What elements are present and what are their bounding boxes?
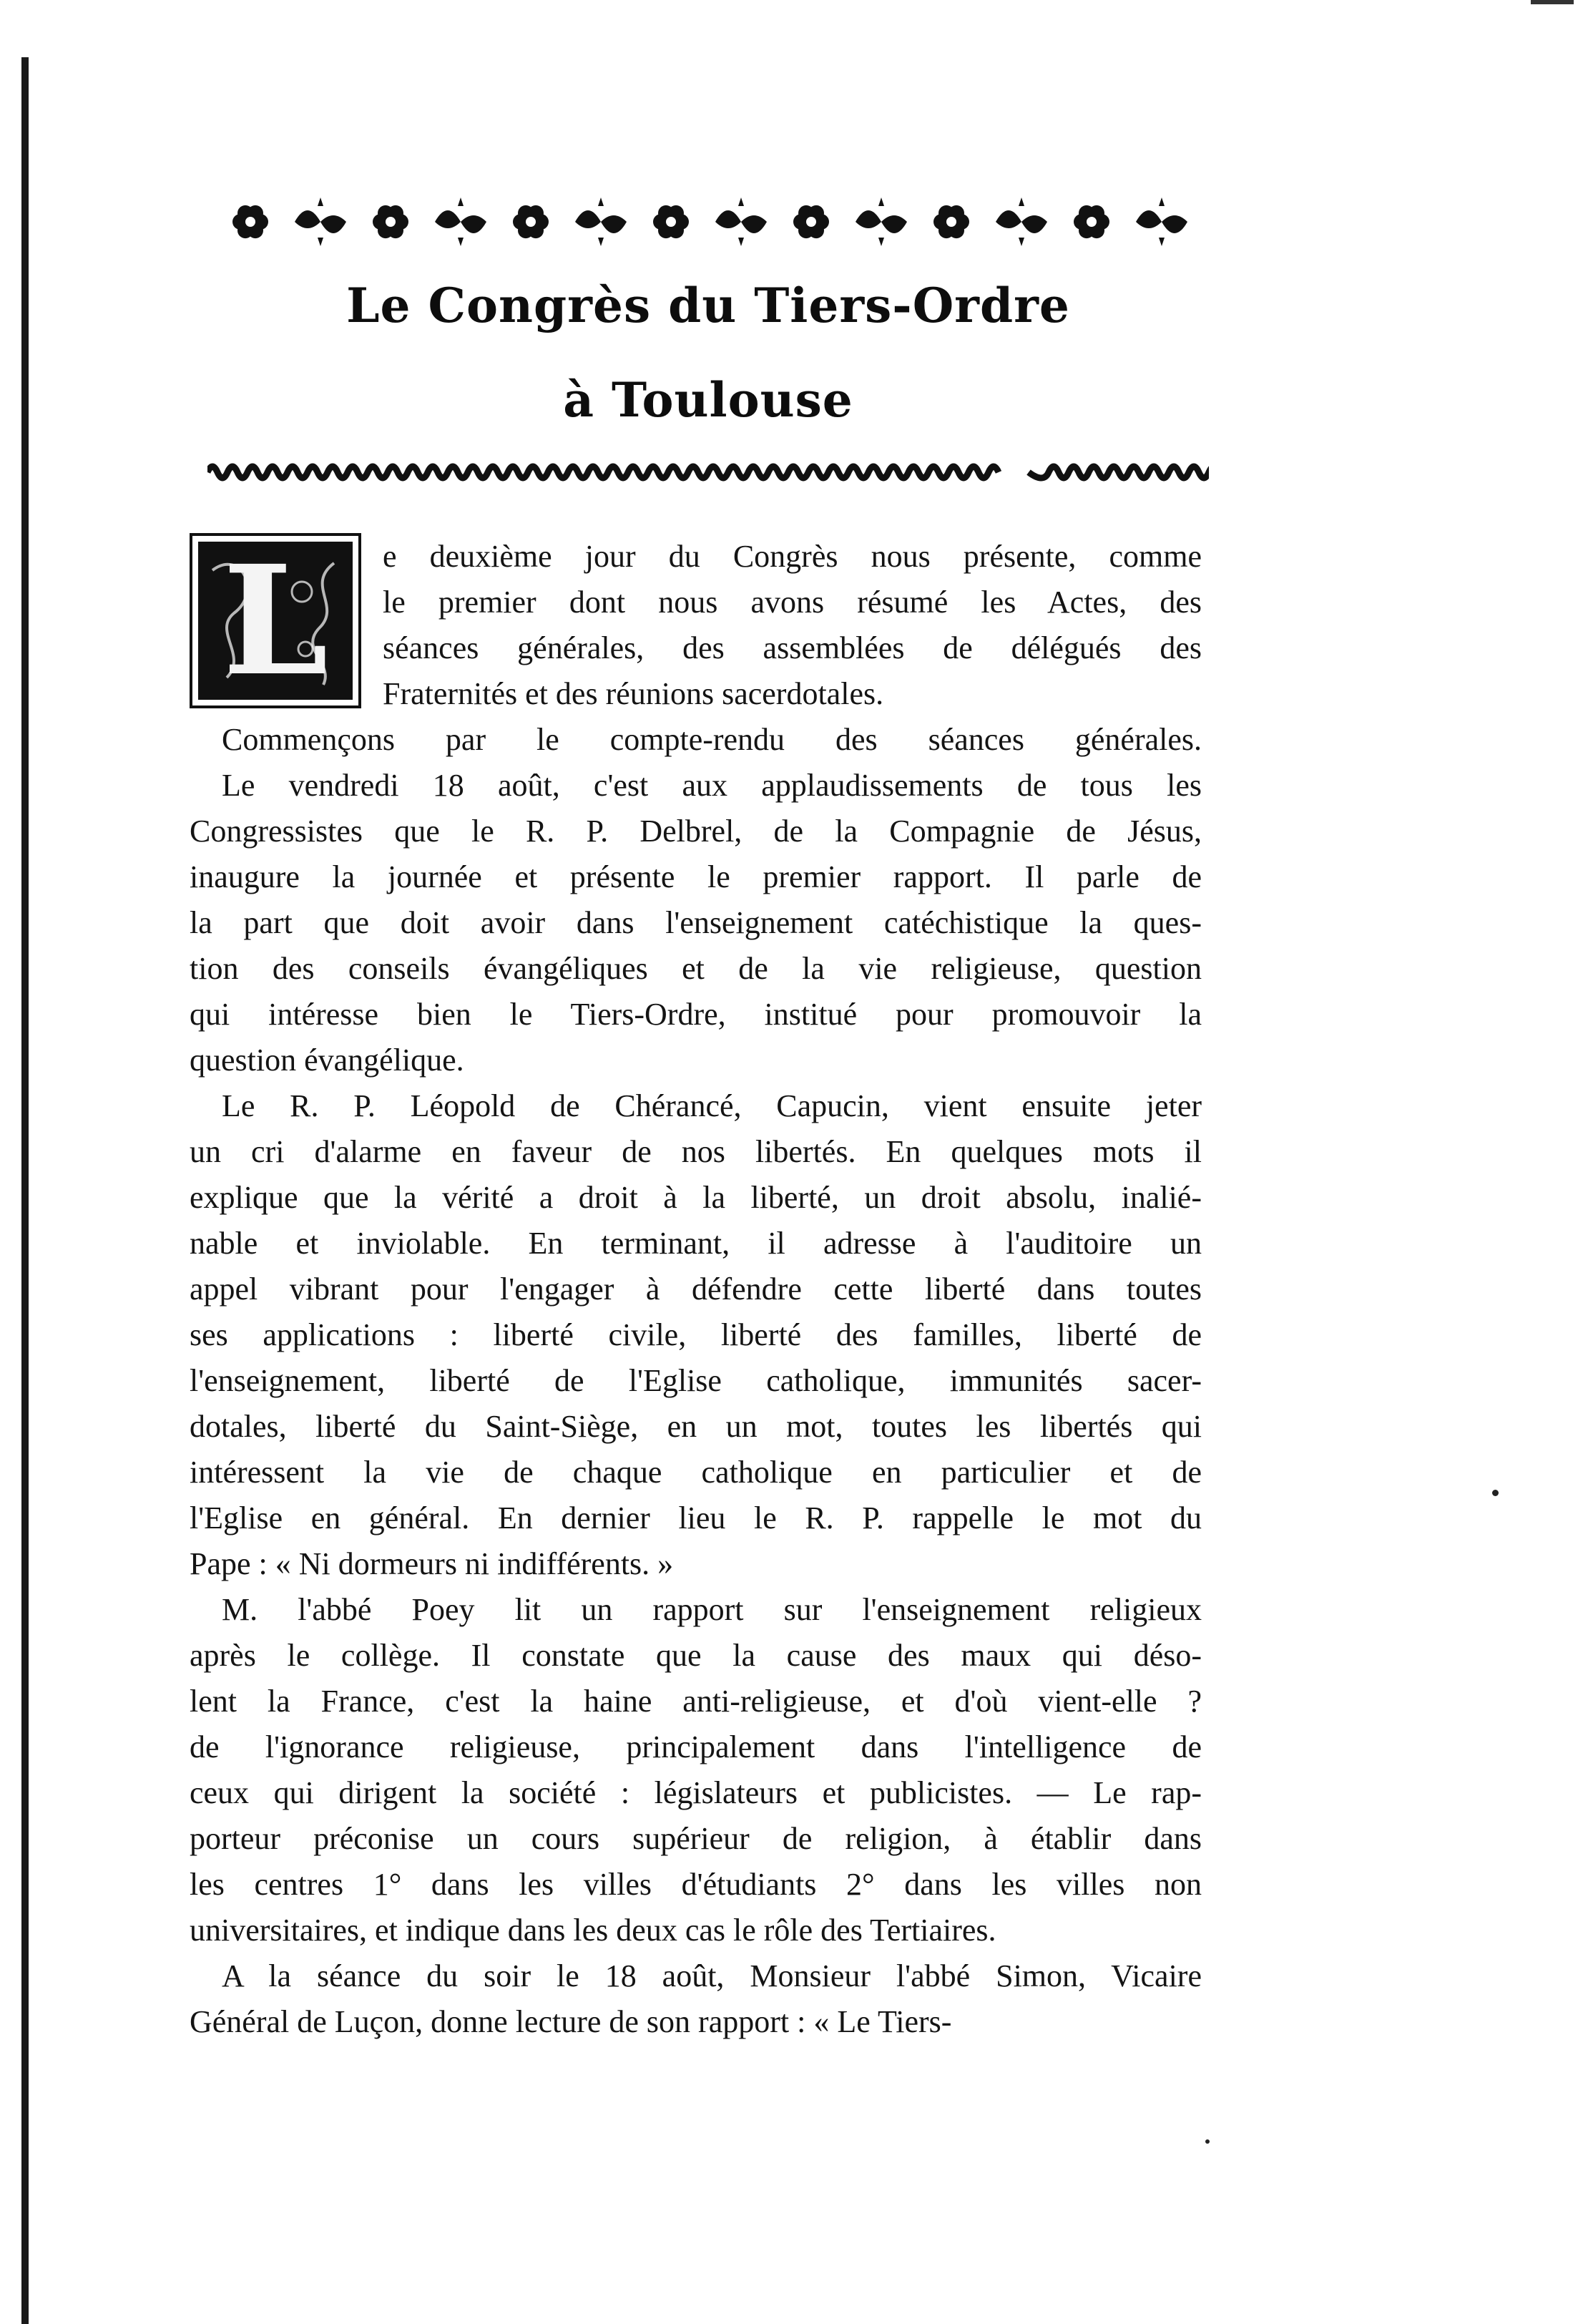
text-line: Général de Luçon, donne lecture de son rapport : « Le Tiers- bbox=[190, 2004, 952, 2039]
text-line: porteur préconise un cours supérieur de religion, à établir dans bbox=[190, 1821, 1202, 1856]
text-line: qui intéresse bien le Tiers-Ordre, institué pour promouvoir la bbox=[190, 997, 1202, 1032]
text-line: séances générales, des assemblées de délégués des bbox=[383, 630, 1202, 665]
text-line: nable et inviolable. En terminant, il adresse à l'auditoire un bbox=[190, 1226, 1202, 1261]
text-line: les centres 1° dans les villes d'étudiants 2° dans les villes non bbox=[190, 1867, 1202, 1902]
text-line: Fraternités et des réunions sacerdotales. bbox=[383, 676, 884, 711]
text-line: un cri d'alarme en faveur de nos libertés. En quelques mots il bbox=[190, 1134, 1202, 1169]
decorated-initial-letter: L bbox=[222, 532, 328, 709]
text-line: tion des conseils évangéliques et de la vie religieuse, question bbox=[190, 951, 1202, 986]
text-line: Commençons par le compte-rendu des séances générales. bbox=[222, 722, 1202, 757]
text-line: le premier dont nous avons résumé les Actes, des bbox=[383, 585, 1202, 620]
text-line: universitaires, et indique dans les deux cas le rôle des Tertiaires. bbox=[190, 1913, 996, 1948]
text-line: Pape : « Ni dormeurs ni indifférents. » bbox=[190, 1546, 674, 1581]
top-ornament-band bbox=[215, 192, 1202, 252]
corner-mark bbox=[1531, 0, 1574, 4]
text-line: Congressistes que le R. P. Delbrel, de la Compagnie de Jésus, bbox=[190, 814, 1202, 849]
text-line: dotales, liberté du Saint-Siège, en un mot, toutes les libertés qui bbox=[190, 1409, 1202, 1444]
text-line: l'Eglise en général. En dernier lieu le R. P. rappelle le mot du bbox=[190, 1500, 1202, 1536]
speck bbox=[1492, 1490, 1499, 1496]
decorated-initial bbox=[190, 533, 361, 708]
text-line: intéressent la vie de chaque catholique en particulier et de bbox=[190, 1455, 1202, 1490]
text-line: lent la France, c'est la haine anti-religieuse, et d'où vient-elle ? bbox=[190, 1684, 1202, 1719]
text-line: ceux qui dirigent la société : législateurs et publicistes. — Le rap- bbox=[190, 1775, 1202, 1810]
text-line: inaugure la journée et présente le premier rapport. Il parle de bbox=[190, 859, 1202, 894]
text-line: de l'ignorance religieuse, principalement dans l'intelligence de bbox=[190, 1729, 1202, 1764]
text-line: A la séance du soir le 18 août, Monsieur l'abbé Simon, Vicaire bbox=[222, 1958, 1202, 1993]
text-line: ses applications : liberté civile, liberté des familles, liberté de bbox=[190, 1317, 1202, 1352]
text-line: explique que la vérité a droit à la liberté, un droit absolu, inalié- bbox=[190, 1180, 1202, 1215]
article-title-line-1: Le Congrès du Tiers-Ordre bbox=[346, 278, 1070, 333]
text-line: l'enseignement, liberté de l'Eglise catholique, immunités sacer- bbox=[190, 1363, 1202, 1398]
text-line: Le vendredi 18 août, c'est aux applaudissements de tous les bbox=[222, 768, 1202, 803]
text-line: Le R. P. Léopold de Chérancé, Capucin, vient ensuite jeter bbox=[222, 1088, 1202, 1123]
text-line: après le collège. Il constate que la cause des maux qui déso- bbox=[190, 1638, 1202, 1673]
page-edge bbox=[21, 57, 29, 2324]
title-underline-ornament bbox=[207, 458, 1209, 487]
decorated-initial-panel bbox=[198, 532, 353, 709]
text-line: appel vibrant pour l'engager à défendre cette liberté dans toutes bbox=[190, 1271, 1202, 1307]
text-line: M. l'abbé Poey lit un rapport sur l'enseignement religieux bbox=[222, 1592, 1202, 1627]
article-title-line-2: à Toulouse bbox=[563, 372, 853, 428]
speck bbox=[1205, 2139, 1210, 2144]
text-line: question évangélique. bbox=[190, 1043, 464, 1078]
text-line: la part que doit avoir dans l'enseignement catéchistique la ques- bbox=[190, 905, 1202, 940]
text-line: e deuxième jour du Congrès nous présente, comme bbox=[383, 539, 1202, 574]
